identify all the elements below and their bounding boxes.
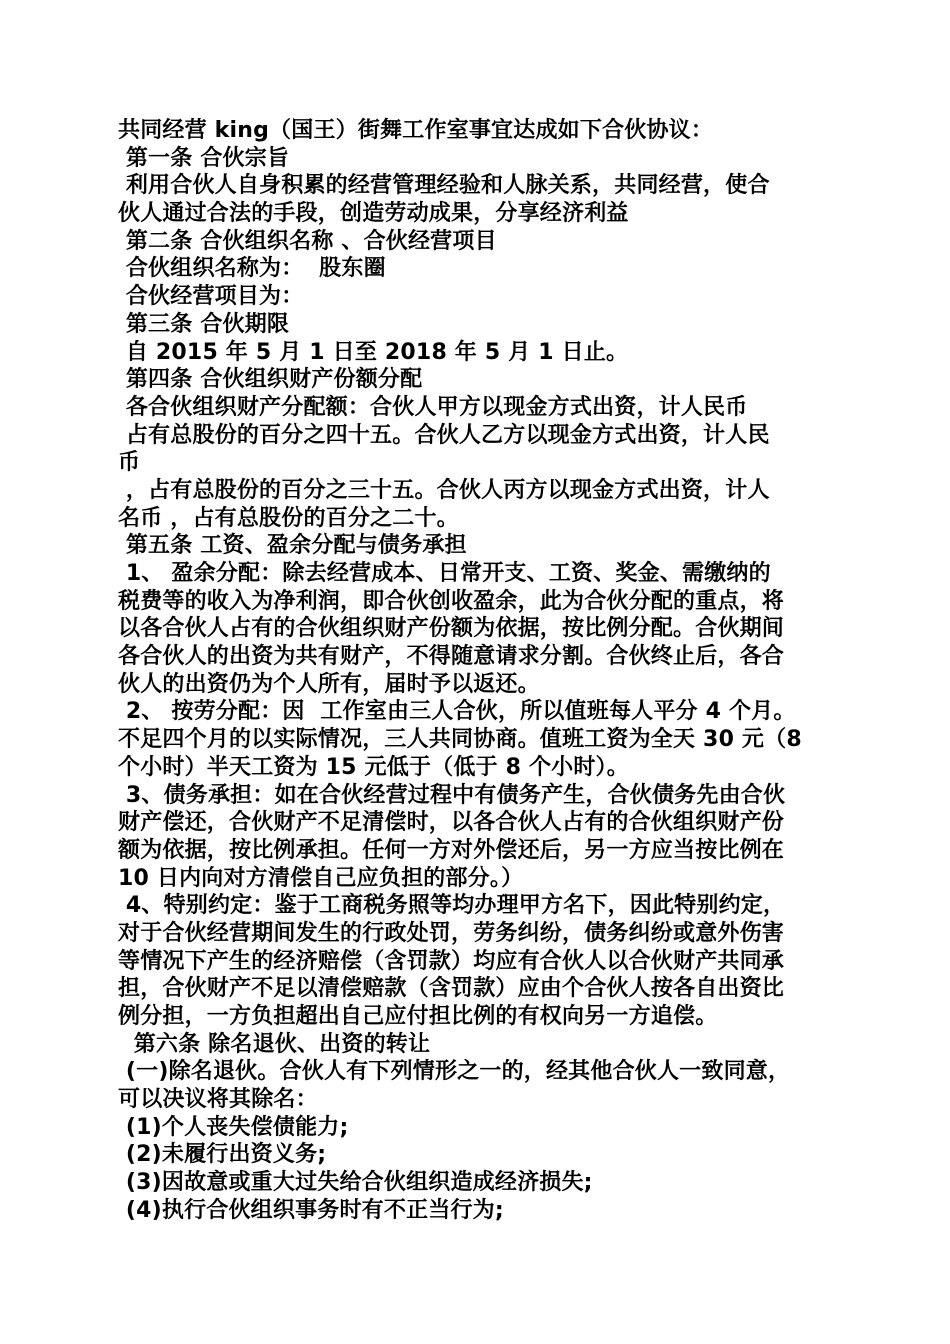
paragraph-line: 各合伙人的出资为共有财产，不得随意请求分割。合伙终止后，各合 bbox=[118, 644, 785, 670]
article-2-heading: 第二条 合伙组织名称 、合伙经营项目 bbox=[118, 228, 497, 254]
article-5-heading: 第五条 工资、盈余分配与债务承担 bbox=[118, 533, 467, 559]
paragraph-line: 税费等的收入为净利润，即合伙创收盈余，此为合伙分配的重点，将 bbox=[118, 588, 785, 614]
list-item: (3)因故意或重大过失给合伙组织造成经济损失; bbox=[118, 1170, 593, 1196]
paragraph-line: 合伙经营项目为： bbox=[118, 284, 304, 310]
paragraph-line: 等情况下产生的经济赔偿（含罚款）均应有合伙人以合伙财产共同承 bbox=[118, 948, 785, 974]
paragraph-line: 名币 ，占有总股份的百分之二十。 bbox=[118, 505, 459, 531]
article-6-heading: 第六条 除名退伙、出资的转让 bbox=[118, 1031, 431, 1057]
agreement-page bbox=[118, 117, 840, 1225]
paragraph-line: 自 2015 年 5 月 1 日至 2018 年 5 月 1 日止。 bbox=[118, 339, 629, 365]
paragraph-line: 额为依据，按比例承担。任何一方对外偿还后，另一方应当按比例在 bbox=[118, 837, 785, 863]
paragraph-line: 担，合伙财产不足以清偿赔款（含罚款）应由个合伙人按各自出资比 bbox=[118, 976, 785, 1002]
article-1-heading: 第一条 合伙宗旨 bbox=[118, 145, 290, 171]
article-3-heading: 第三条 合伙期限 bbox=[118, 311, 290, 337]
paragraph-line: 10 日内向对方清偿自己应负担的部分。） bbox=[118, 865, 524, 891]
paragraph-line: 不足四个月的以实际情况，三人共同协商。值班工资为全天 30 元（8 bbox=[118, 727, 802, 753]
paragraph-line: 各合伙组织财产分配额：合伙人甲方以现金方式出资，计人民币 bbox=[118, 394, 748, 420]
paragraph-line: (一)除名退伙。合伙人有下列情形之一的，经其他合伙人一致同意， bbox=[118, 1059, 791, 1085]
paragraph-line: 2、 按劳分配：因 工作室由三人合伙，所以值班每人平分 4 个月。 bbox=[118, 699, 796, 725]
paragraph-line: 4、特别约定：鉴于工商税务照等均办理甲方名下，因此特别约定， bbox=[118, 893, 786, 919]
paragraph-line: 伙人通过合法的手段，创造劳动成果，分享经济利益 bbox=[118, 201, 629, 227]
list-item: (2)未履行出资义务; bbox=[118, 1142, 327, 1168]
paragraph-line: 利用合伙人自身积累的经营管理经验和人脉关系，共同经营，使合 bbox=[118, 173, 770, 199]
paragraph-line: 伙人的出资仍为个人所有，届时予以返还。 bbox=[118, 671, 540, 697]
paragraph-line: ，占有总股份的百分之三十五。合伙人丙方以现金方式出资，计人 bbox=[118, 477, 770, 503]
paragraph-line: 3、债务承担：如在合伙经营过程中有债务产生，合伙债务先由合伙 bbox=[118, 782, 786, 808]
paragraph-line: 1、 盈余分配：除去经营成本、日常开支、工资、奖金、需缴纳的 bbox=[118, 561, 771, 586]
paragraph-line: 财产偿还，合伙财产不足清偿时，以各合伙人占有的合伙组织财产份 bbox=[118, 810, 785, 836]
paragraph-line: 对于合伙经营期间发生的行政处罚，劳务纠纷，债务纠纷或意外伤害 bbox=[118, 920, 785, 946]
agreement-title: 共同经营 king（国王）街舞工作室事宜达成如下合伙协议： bbox=[118, 118, 714, 143]
paragraph-line: 可以决议将其除名： bbox=[118, 1087, 318, 1113]
list-item: (4)执行合伙组织事务时有不正当行为; bbox=[118, 1197, 504, 1223]
paragraph-line: 合伙组织名称为： 股东圈 bbox=[118, 256, 386, 282]
paragraph-line: 币 bbox=[118, 450, 141, 476]
list-item: (1)个人丧失偿债能力; bbox=[118, 1114, 349, 1140]
paragraph-line: 例分担，一方负担超出自己应付担比例的有权向另一方追偿。 bbox=[118, 1004, 718, 1029]
paragraph-line: 以各合伙人占有的合伙组织财产份额为依据，按比例分配。合伙期间 bbox=[118, 616, 785, 642]
article-4-heading: 第四条 合伙组织财产份额分配 bbox=[118, 367, 423, 393]
paragraph-line: 个小时）半天工资为 15 元低于（低于 8 个小时）。 bbox=[118, 754, 629, 780]
paragraph-line: 占有总股份的百分之四十五。合伙人乙方以现金方式出资，计人民 bbox=[118, 422, 770, 448]
